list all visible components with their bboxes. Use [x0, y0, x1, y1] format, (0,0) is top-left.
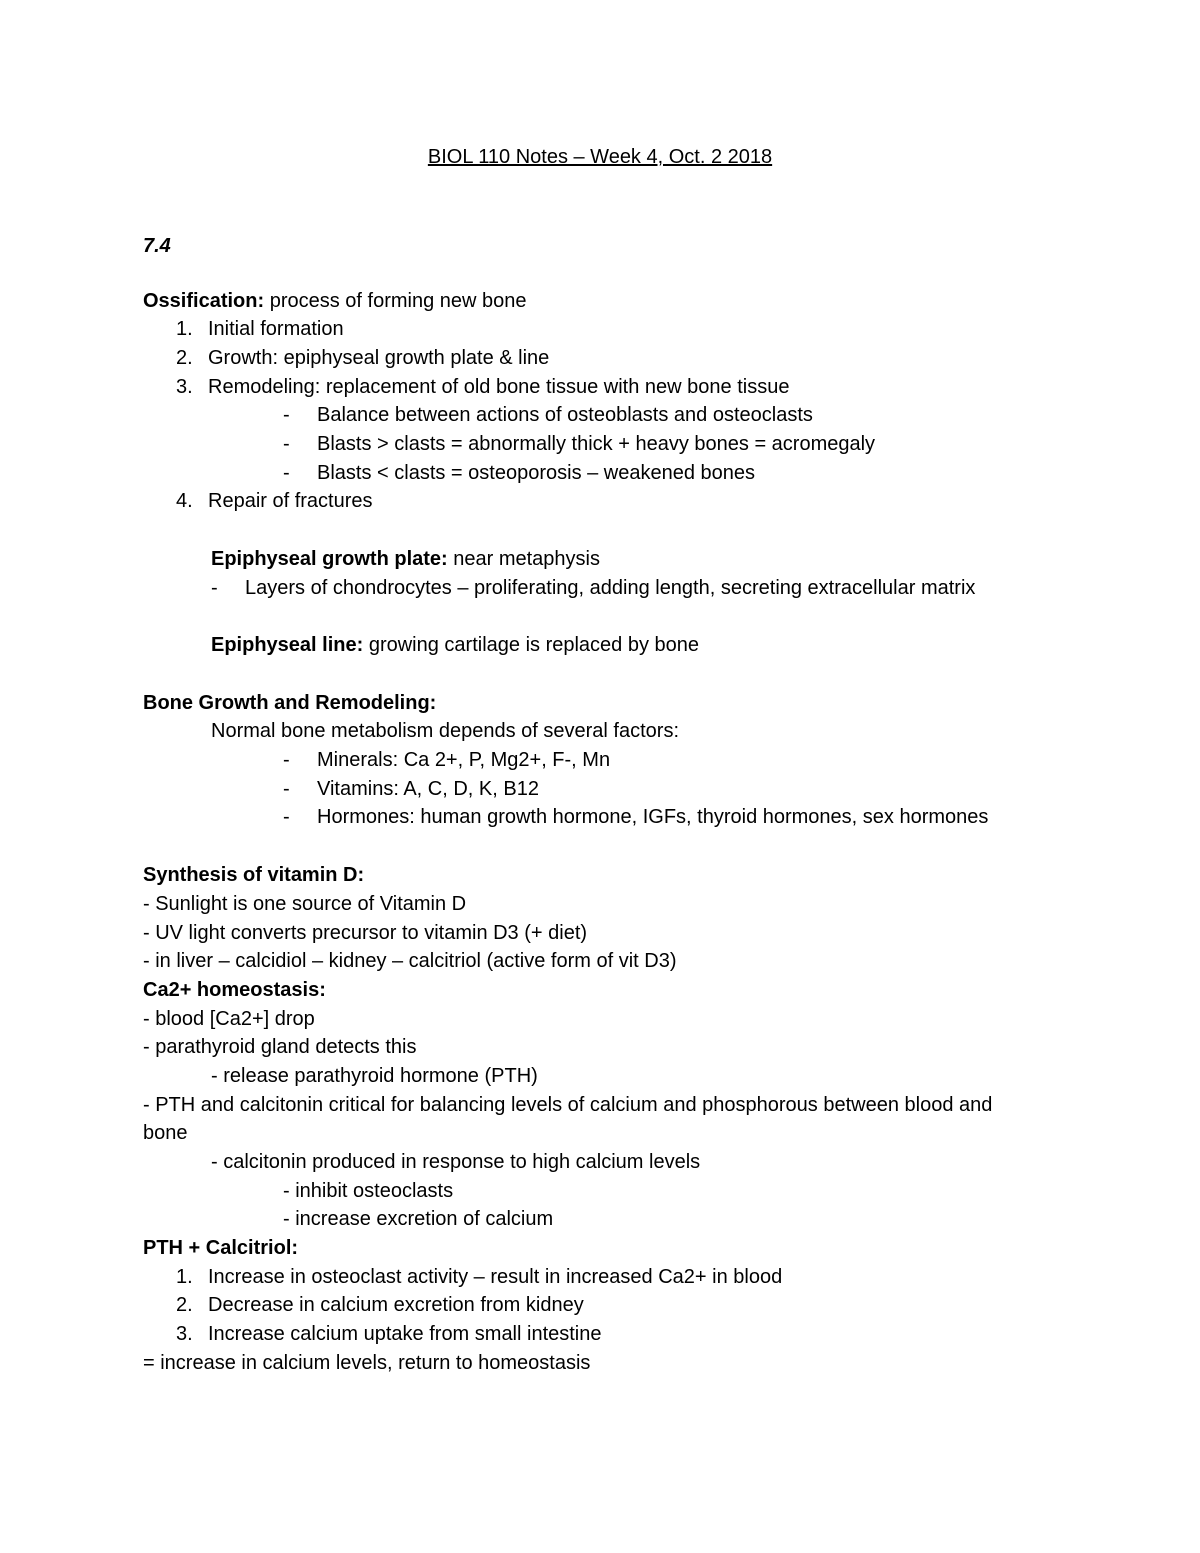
list-item: 2. Decrease in calcium excretion from kidney: [176, 1294, 584, 1316]
page-title: BIOL 110 Notes – Week 4, Oct. 2 2018: [427, 146, 773, 168]
list-item: - Hormones: human growth hormone, IGFs, thyroid hormones, sex hormones: [283, 806, 989, 828]
list-item: - parathyroid gland detects this: [143, 1036, 417, 1058]
pth-calcitriol-heading: PTH + Calcitriol:: [143, 1237, 299, 1259]
bone-growth-intro: Normal bone metabolism depends of several factors:: [211, 720, 680, 742]
list-item: - Blasts > clasts = abnormally thick + heavy bones = acromegaly: [283, 433, 876, 455]
bone-growth-heading: Bone Growth and Remodeling:: [143, 692, 437, 714]
list-item: - release parathyroid hormone (PTH): [211, 1065, 538, 1087]
list-item: - Sunlight is one source of Vitamin D: [143, 893, 467, 915]
growth-plate-term: Epiphyseal growth plate:: [211, 548, 448, 570]
list-item: 4. Repair of fractures: [176, 490, 373, 512]
list-item: - in liver – calcidiol – kidney – calcitriol (active form of vit D3): [143, 950, 677, 972]
list-item: - PTH and calcitonin critical for balancing levels of calcium and phosphorous between blood and: [143, 1094, 993, 1116]
list-item: - inhibit osteoclasts: [283, 1180, 454, 1202]
growth-plate-definition: Epiphyseal growth plate: near metaphysis: [211, 548, 600, 570]
list-item: 1. Increase in osteoclast activity – result in increased Ca2+ in blood: [176, 1266, 783, 1288]
list-item: - increase excretion of calcium: [283, 1208, 554, 1230]
list-item: - UV light converts precursor to vitamin D3 (+ diet): [143, 922, 588, 944]
ossification-term: Ossification:: [143, 290, 265, 312]
list-item: - blood [Ca2+] drop: [143, 1008, 315, 1030]
list-item: 2. Growth: epiphyseal growth plate & line: [176, 347, 550, 369]
list-item: - Vitamins: A, C, D, K, B12: [283, 778, 539, 800]
epiphyseal-line-term: Epiphyseal line:: [211, 634, 364, 656]
list-item: - Layers of chondrocytes – proliferating, adding length, secreting extracellular matrix: [211, 577, 976, 599]
vitamin-d-heading: Synthesis of vitamin D:: [143, 864, 365, 886]
list-item: - calcitonin produced in response to high calcium levels: [211, 1151, 701, 1173]
list-item: - Balance between actions of osteoblasts and osteoclasts: [283, 404, 813, 426]
ca-homeostasis-heading: Ca2+ homeostasis:: [143, 979, 326, 1001]
list-item: - Blasts < clasts = osteoporosis – weakened bones: [283, 462, 756, 484]
list-item-continuation: bone: [143, 1122, 188, 1144]
result-line: = increase in calcium levels, return to homeostasis: [143, 1352, 591, 1374]
list-item: - Minerals: Ca 2+, P, Mg2+, F-, Mn: [283, 749, 611, 771]
section-number: 7.4: [143, 235, 171, 257]
list-item: 3. Increase calcium uptake from small intestine: [176, 1323, 602, 1345]
epiphyseal-line-definition: Epiphyseal line: growing cartilage is replaced by bone: [211, 634, 700, 656]
list-item: 1. Initial formation: [176, 318, 344, 340]
list-item: 3. Remodeling: replacement of old bone tissue with new bone tissue: [176, 376, 790, 398]
ossification-definition: Ossification: process of forming new bone: [143, 290, 527, 312]
